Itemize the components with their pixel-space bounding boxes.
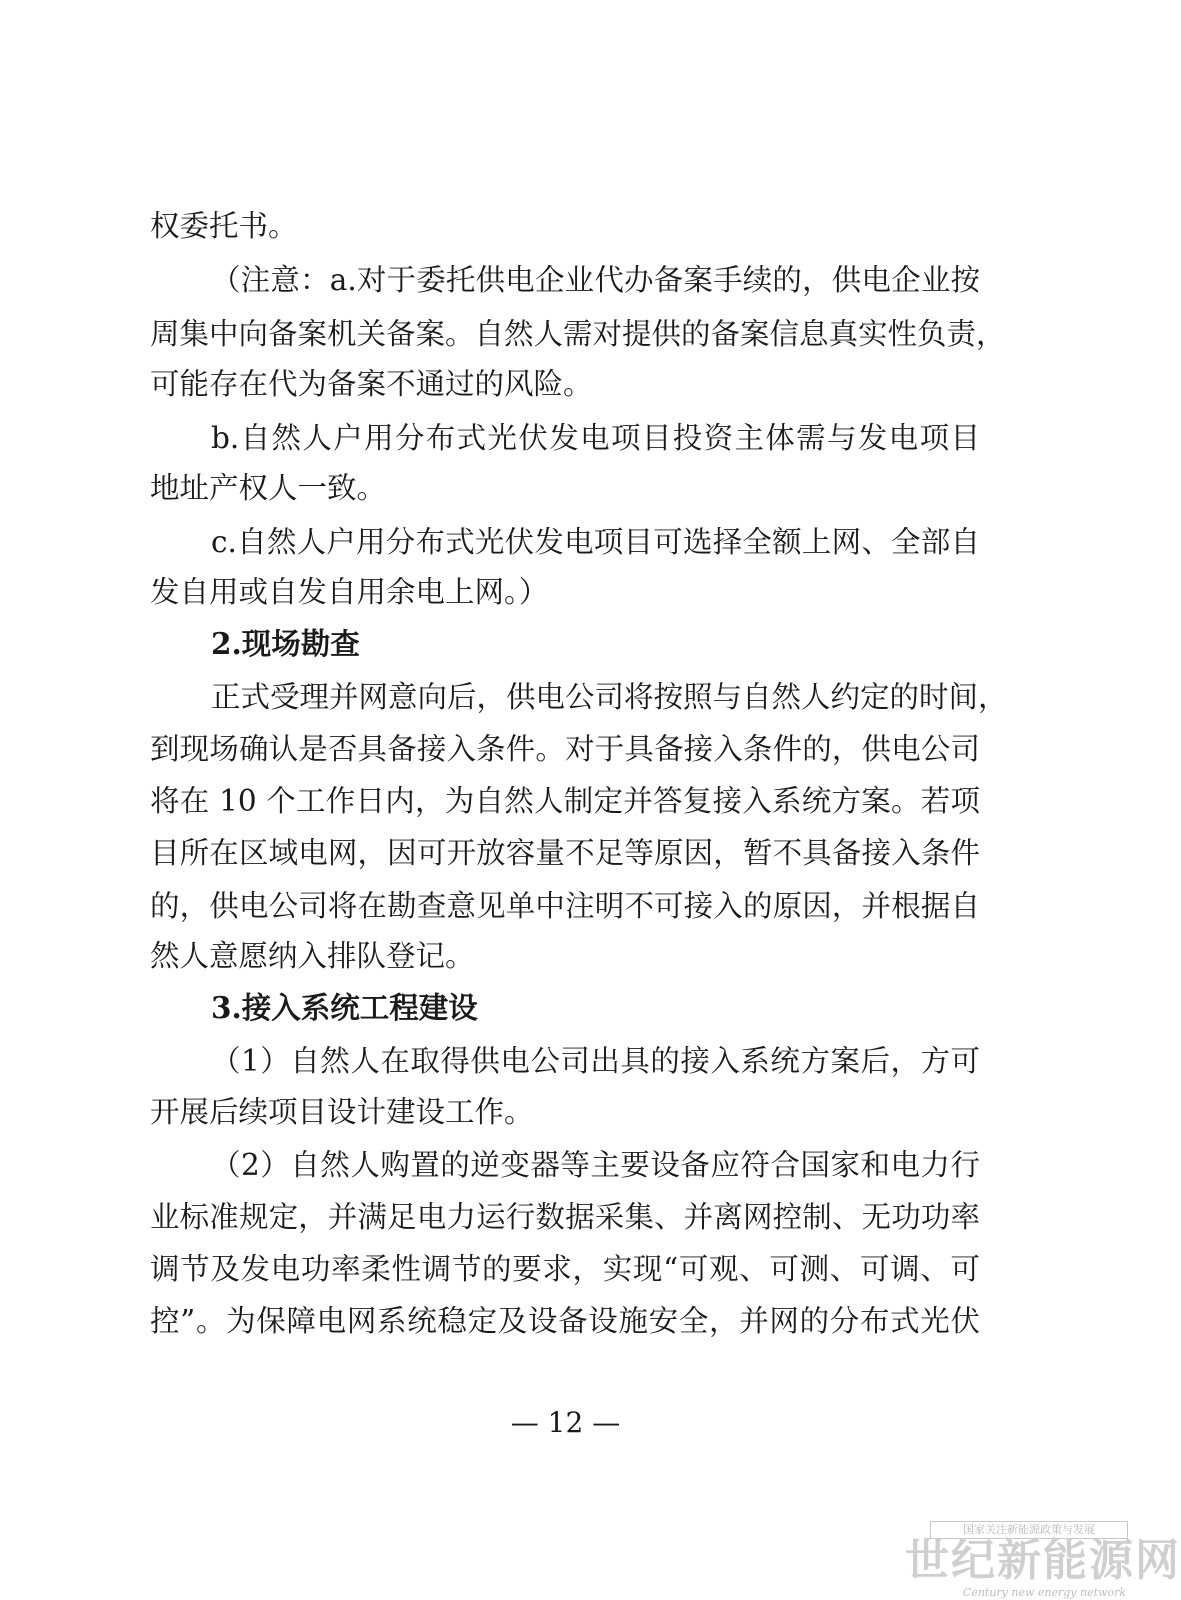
watermark-subtitle: Century new energy network <box>962 1586 1126 1599</box>
text-line: 可能存在代为备案不通过的风险。 <box>150 367 593 401</box>
text-line: 权委托书。 <box>150 209 298 243</box>
text-line: 开展后续项目设计建设工作。 <box>150 1095 534 1129</box>
text-line: 的，供电公司将在勘查意见单中注明不可接入的原因，并根据自 <box>150 889 980 923</box>
watermark-logo: 世纪新能源网 <box>905 1535 1181 1586</box>
text-line: 控”。为保障电网系统稳定及设备设施安全，并网的分布式光伏 <box>150 1304 980 1338</box>
section-heading: 2.现场勘查 <box>211 626 360 661</box>
text-line: 调节及发电功率柔性调节的要求，实现“可观、可测、可调、可 <box>150 1252 980 1286</box>
text-line: 业标准规定，并满足电力运行数据采集、并离网控制、无功功率 <box>150 1200 980 1234</box>
watermark-banner: 国家关注新能源政策与发展 <box>930 1521 1128 1539</box>
section-heading: 3.接入系统工程建设 <box>211 990 478 1025</box>
text-line: 正式受理并网意向后，供电公司将按照与自然人约定的时间， <box>211 680 1008 714</box>
text-line: （注意：a.对于委托供电企业代办备案手续的，供电企业按 <box>211 263 980 297</box>
text-line: 将在 10 个工作日内，为自然人制定并答复接入系统方案。若项 <box>150 784 980 818</box>
text-line: 周集中向备案机关备案。自然人需对提供的备案信息真实性负责， <box>150 317 1006 351</box>
page-number: — 12 — <box>510 1406 621 1439</box>
text-line: 发自用或自发自用余电上网。） <box>150 575 549 609</box>
text-line: c.自然人户用分布式光伏发电项目可选择全额上网、全部自 <box>211 525 980 559</box>
text-line: （1）自然人在取得供电公司出具的接入系统方案后，方可 <box>211 1044 980 1078</box>
text-line: 然人意愿纳入排队登记。 <box>150 939 475 973</box>
text-line: 到现场确认是否具备接入条件。对于具备接入条件的，供电公司 <box>150 732 980 766</box>
text-line: （2）自然人购置的逆变器等主要设备应符合国家和电力行 <box>211 1148 980 1182</box>
text-line: b.自然人户用分布式光伏发电项目投资主体需与发电项目 <box>211 421 980 455</box>
text-line: 目所在区域电网，因可开放容量不足等原因，暂不具备接入条件 <box>150 836 980 870</box>
text-line: 地址产权人一致。 <box>150 471 387 505</box>
